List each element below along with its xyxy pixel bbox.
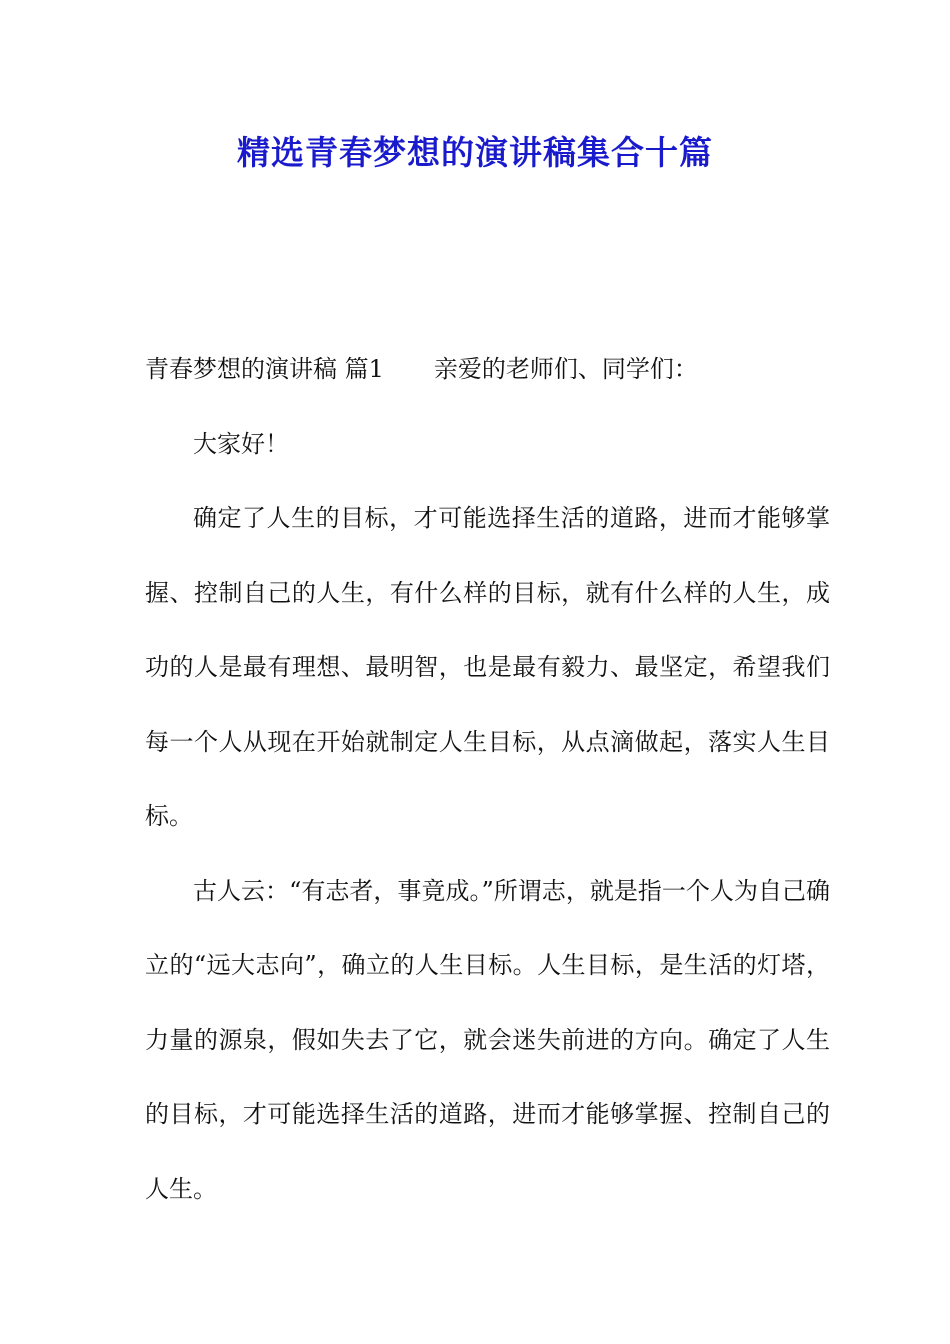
section-heading-line <box>145 332 830 407</box>
paragraph-ambition: 古人云：“有志者，事竟成。”所谓志，就是指一个人为自己确立的“远大志向”，确立的人生目标。人生目标，是生活的灯塔，力量的源泉，假如失去了它，就会迷失前进的方向。确定了人生的目标，才可能选择生活的道路，进而才能够掌握、控制自己的人生。 <box>145 876 830 1203</box>
document-body <box>145 332 830 1226</box>
greeting-text: 亲爱的老师们、同学们： <box>433 355 698 383</box>
document-title: 精选青春梦想的演讲稿集合十篇 <box>237 133 713 172</box>
section-label: 青春梦想的演讲稿 篇1 <box>145 355 384 383</box>
paragraph-salutation: 大家好！ <box>193 429 289 458</box>
paragraph-goals: 确定了人生的目标，才可能选择生活的道路，进而才能够掌握、控制自己的人生，有什么样的目标，就有什么样的人生，成功的人是最有理想、最明智，也是最有毅力、最坚定，希望我们每一个人从现在开始就制定人生目标，从点滴做起，落实人生目标。 <box>145 504 830 830</box>
